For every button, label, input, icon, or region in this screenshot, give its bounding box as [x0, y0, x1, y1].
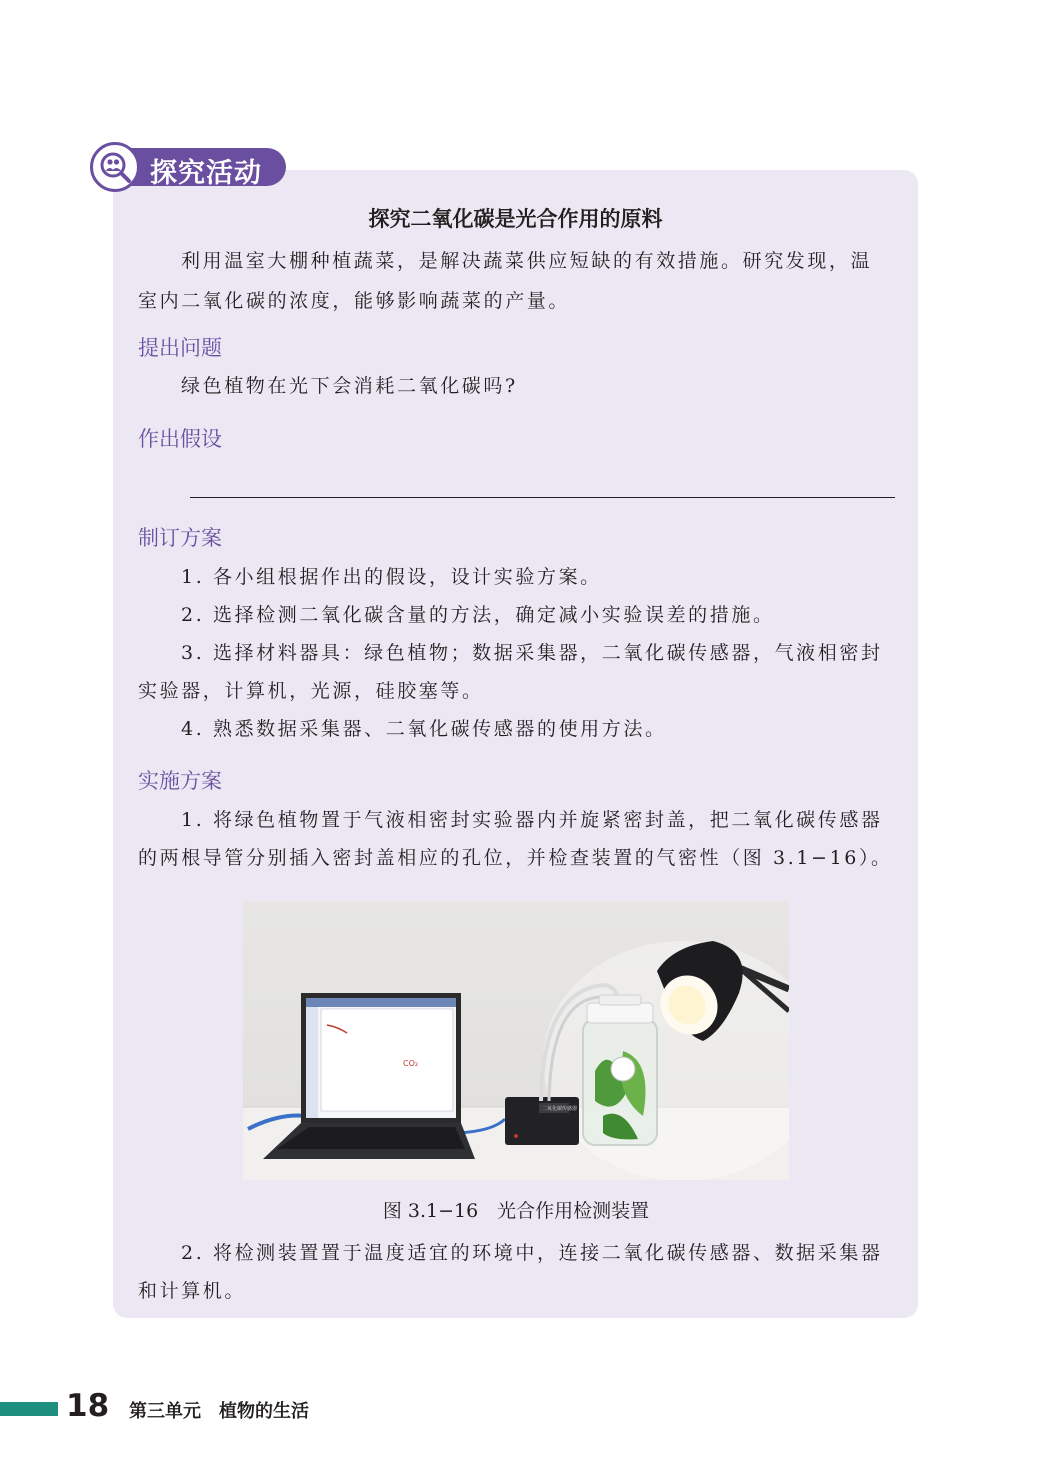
magnifier-people-icon [90, 142, 140, 192]
device-label: 二氧化碳传感器 [542, 1106, 578, 1112]
intro-line-2: 室内二氧化碳的浓度，能够影响蔬菜的产量。 [138, 290, 571, 312]
implement-step2-line1: 2. 将检测装置置于温度适宜的环境中，连接二氧化碳传感器、数据采集器 [181, 1242, 883, 1264]
plan-item-2: 2. 选择检测二氧化碳含量的方法，确定减小实验误差的措施。 [181, 604, 775, 626]
heading-question: 提出问题 [138, 336, 222, 360]
question-text: 绿色植物在光下会消耗二氧化碳吗? [181, 375, 518, 397]
implement-step1-line1: 1. 将绿色植物置于气液相密封实验器内并旋紧密封盖，把二氧化碳传感器 [181, 809, 883, 831]
plan-item-3-cont: 实验器，计算机，光源，硅胶塞等。 [138, 680, 484, 702]
activity-badge [90, 142, 286, 192]
heading-plan: 制订方案 [138, 526, 222, 550]
intro-line-1: 利用温室大棚种植蔬菜，是解决蔬菜供应短缺的有效措施。研究发现，温 [181, 250, 873, 272]
screen-co2-label: CO₂ [403, 1059, 419, 1068]
footer-accent-bar [0, 1402, 58, 1416]
page-number: 18 [66, 1388, 110, 1424]
apparatus-photo [243, 901, 789, 1180]
activity-title: 探究二氧化碳是光合作用的原料 [368, 207, 663, 231]
plan-item-3: 3. 选择材料器具：绿色植物；数据采集器，二氧化碳传感器，气液相密封 [181, 642, 883, 664]
heading-implement: 实施方案 [138, 769, 222, 793]
running-footer: 第三单元 植物的生活 [129, 1401, 309, 1422]
implement-step1-line2: 的两根导管分别插入密封盖相应的孔位，并检查装置的气密性（图 3.1−16）。 [138, 847, 893, 869]
plan-item-4: 4. 熟悉数据采集器、二氧化碳传感器的使用方法。 [181, 718, 667, 740]
badge-label: 探究活动 [150, 158, 262, 189]
plan-item-1: 1. 各小组根据作出的假设，设计实验方案。 [181, 566, 602, 588]
figure-caption: 图 3.1−16 光合作用检测装置 [382, 1200, 650, 1222]
implement-step2-line2: 和计算机。 [138, 1280, 247, 1302]
hypothesis-answer-line [190, 497, 895, 498]
heading-hypothesis: 作出假设 [138, 427, 222, 451]
